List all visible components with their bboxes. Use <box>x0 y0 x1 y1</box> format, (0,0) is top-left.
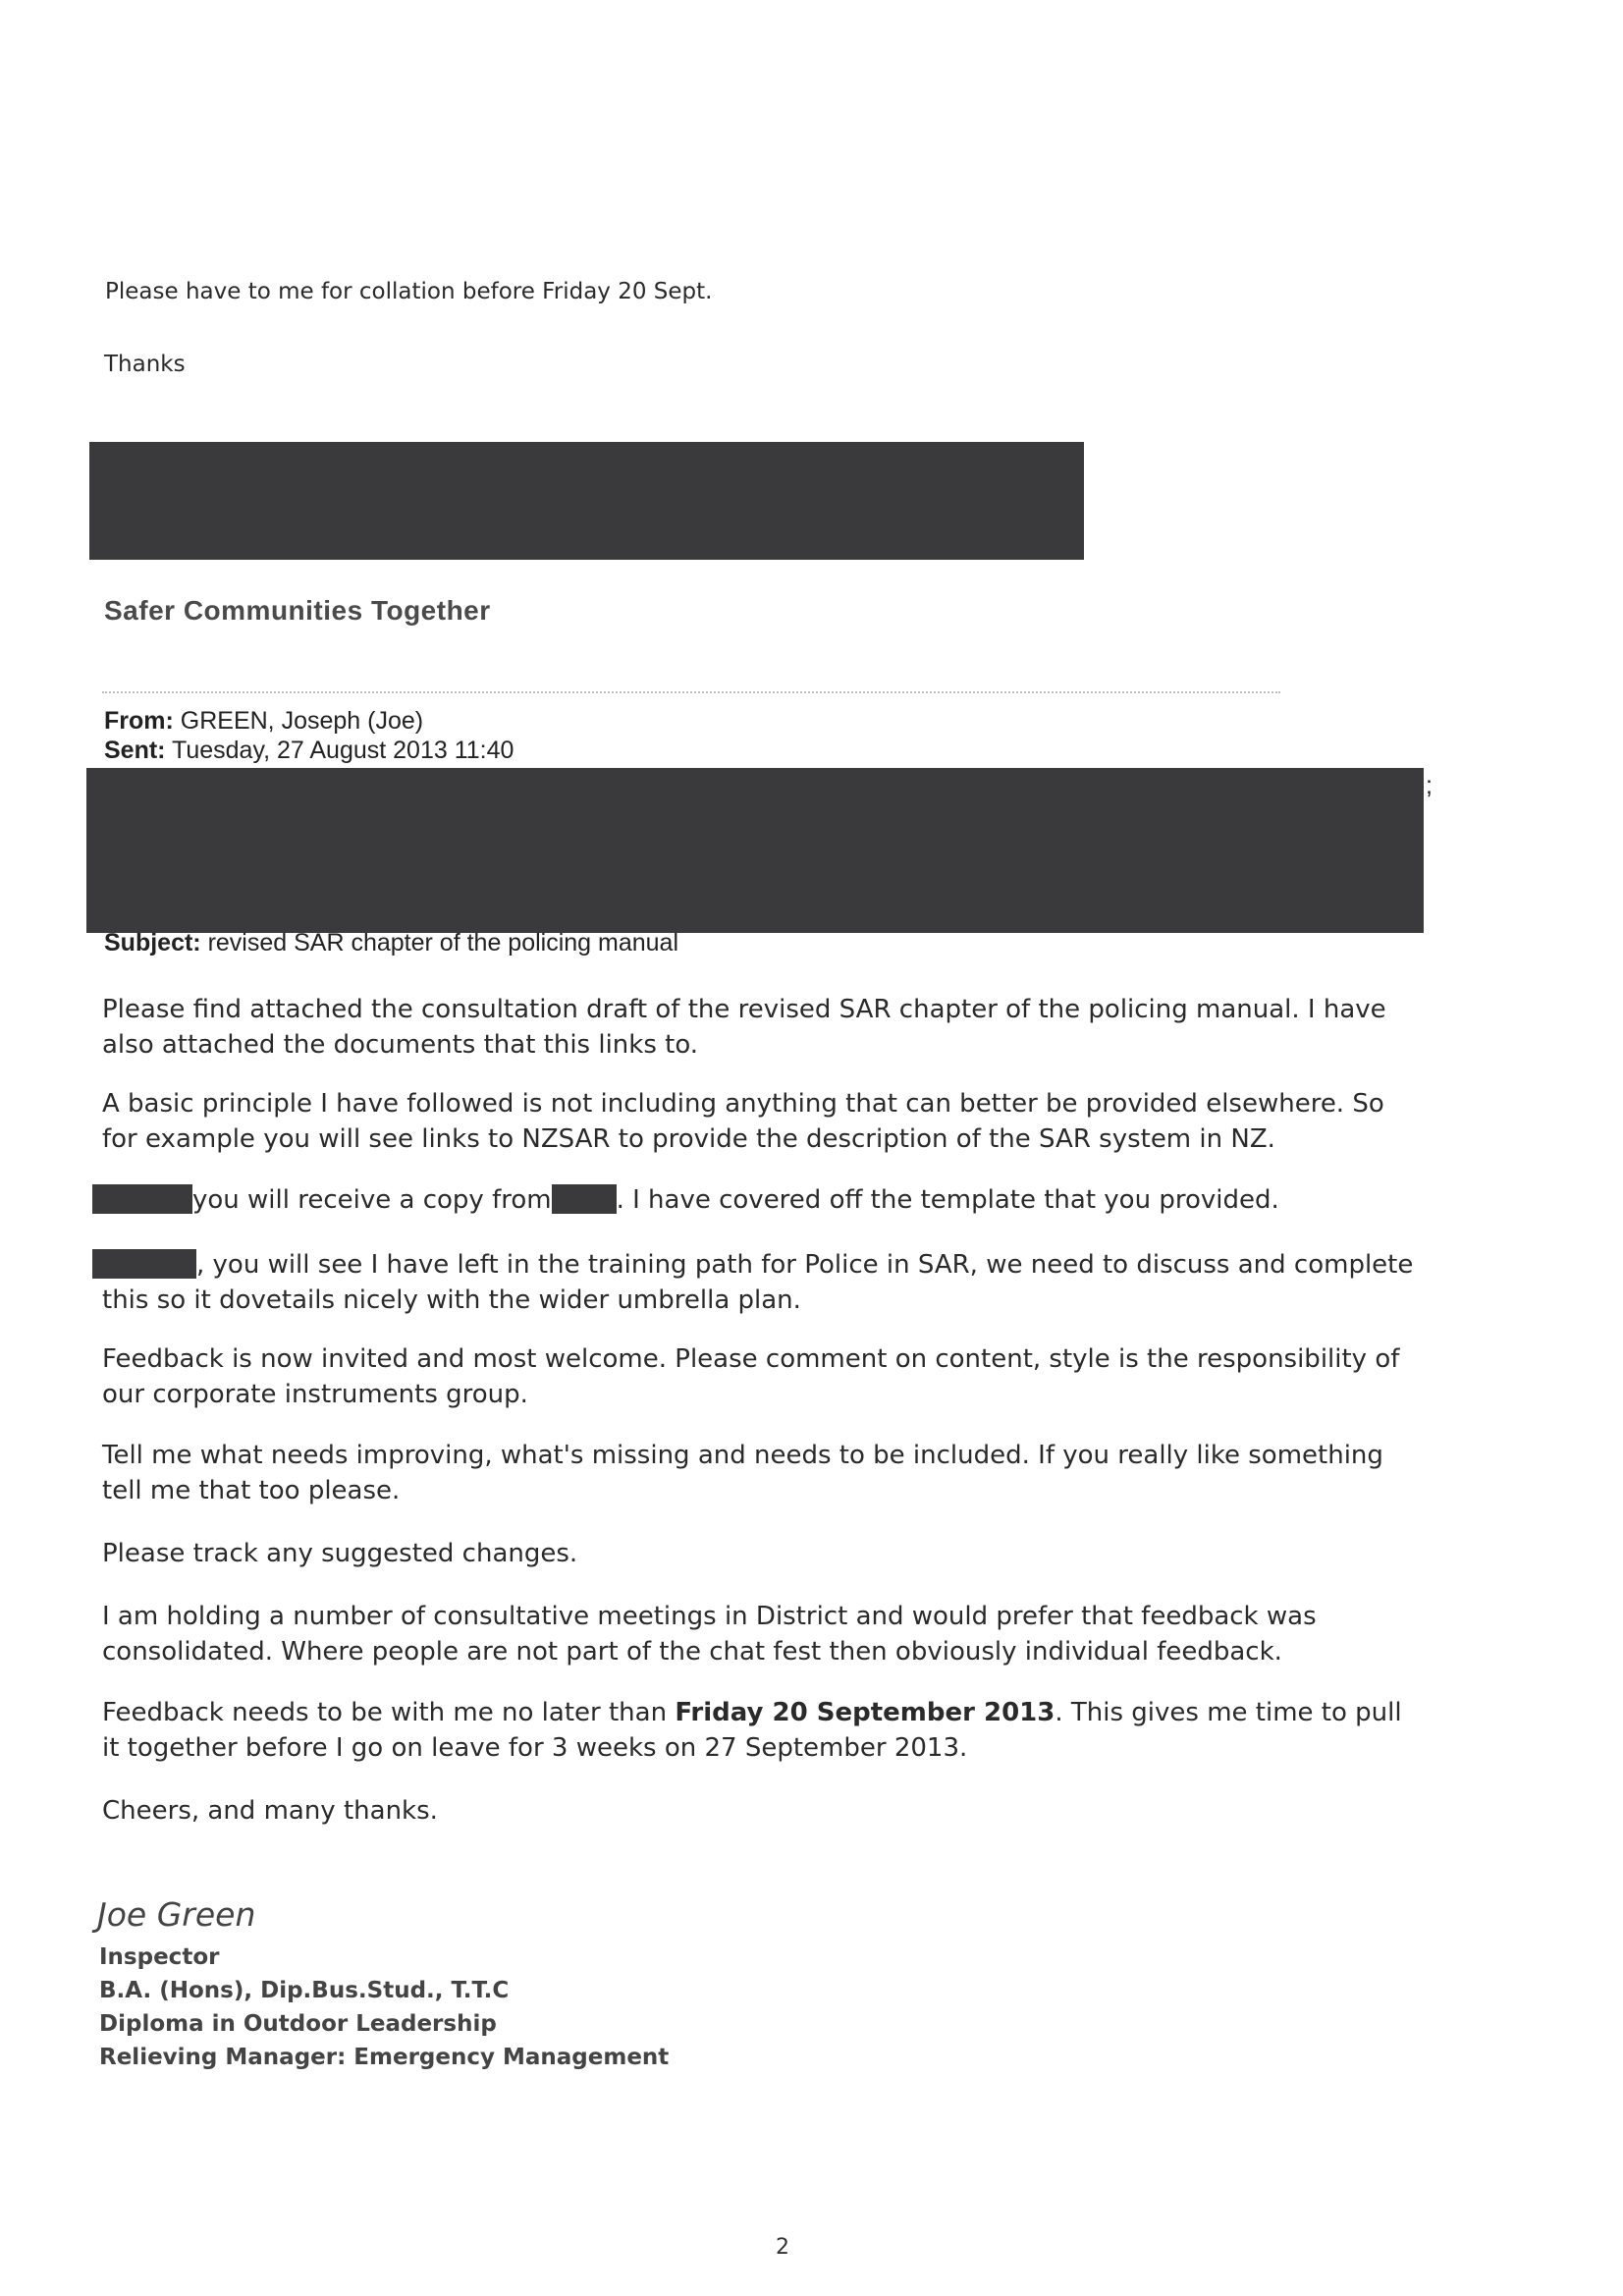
redaction-block-signature <box>89 442 1084 560</box>
from-label: From: <box>104 707 174 735</box>
subject-label: Subject: <box>104 929 201 957</box>
paragraph-line <box>92 1247 1413 1283</box>
paragraph-training <box>92 1247 1413 1318</box>
paragraph-line: it together before I go on leave for 3 weeks on 27 September 2013. <box>102 1733 968 1763</box>
divider <box>102 691 1280 693</box>
redaction-inline-name <box>92 1184 192 1214</box>
paragraph-text: Feedback needs to be with me no later than <box>102 1698 676 1727</box>
sent-line <box>104 737 514 765</box>
paragraph-line: Please find attached the consultation draft of the revised SAR chapter of the policing manual. I have <box>102 995 1386 1024</box>
paragraph-copy <box>92 1182 1279 1218</box>
tagline: Safer Communities Together <box>104 595 491 626</box>
signature-diploma: Diploma in Outdoor Leadership <box>99 2011 497 2037</box>
paragraph-deadline <box>102 1695 1402 1766</box>
paragraph-line: tell me that too please. <box>102 1476 401 1505</box>
paragraph-text: . This gives me time to pull <box>1055 1698 1402 1727</box>
paragraph-improving <box>102 1438 1383 1508</box>
subject-line <box>104 929 678 957</box>
paragraph-text: . I have covered off the template that you provided. <box>616 1185 1279 1215</box>
paragraph-meetings <box>102 1599 1317 1669</box>
signature-block <box>99 1941 669 2074</box>
paragraph-line: this so it dovetails nicely with the wider umbrella plan. <box>102 1285 801 1315</box>
thanks-line: Thanks <box>104 352 186 377</box>
paragraph-track-changes: Please track any suggested changes. <box>102 1539 578 1568</box>
intro-line: Please have to me for collation before Friday 20 Sept. <box>105 279 713 304</box>
signature-qualifications: B.A. (Hons), Dip.Bus.Stud., T.T.C <box>99 1978 510 2003</box>
redaction-block-recipients <box>86 768 1424 933</box>
paragraph-line <box>102 1695 1402 1730</box>
paragraph-principle <box>102 1086 1384 1157</box>
paragraph-cheers: Cheers, and many thanks. <box>102 1796 438 1826</box>
paragraph-text: , you will see I have left in the training path for Police in SAR, we need to discuss and complete <box>196 1250 1414 1280</box>
paragraph-line: I am holding a number of consultative meetings in District and would prefer that feedback was <box>102 1602 1317 1631</box>
subject-value: revised SAR chapter of the policing manual <box>207 929 679 957</box>
from-line <box>104 707 423 736</box>
paragraph-text: you will receive a copy from <box>192 1185 552 1215</box>
signature-title: Inspector <box>99 1944 220 1970</box>
paragraph-line: Feedback is now invited and most welcome. Please comment on content, style is the responsibility of <box>102 1344 1400 1374</box>
signature-name: Joe Green <box>97 1895 256 1934</box>
paragraph-line: our corporate instruments group. <box>102 1380 528 1409</box>
paragraph-feedback-invite <box>102 1341 1399 1412</box>
sent-label: Sent: <box>104 737 166 764</box>
to-trailing-semicolon: ; <box>1426 772 1433 799</box>
from-value: GREEN, Joseph (Joe) <box>180 707 424 735</box>
deadline-date: Friday 20 September 2013 <box>675 1698 1055 1727</box>
sent-value: Tuesday, 27 August 2013 11:40 <box>172 737 514 764</box>
redaction-inline-name <box>552 1184 617 1214</box>
paragraph-attachment <box>102 992 1386 1063</box>
paragraph-line: also attached the documents that this links to. <box>102 1030 699 1060</box>
paragraph-line: consolidated. Where people are not part of the chat fest then obviously individual feedback. <box>102 1637 1282 1667</box>
redaction-inline-name <box>92 1249 196 1279</box>
paragraph-line: Tell me what needs improving, what's missing and needs to be included. If you really like something <box>102 1441 1383 1470</box>
signature-role: Relieving Manager: Emergency Management <box>99 2045 670 2070</box>
page-number: 2 <box>776 2235 789 2260</box>
paragraph-line: for example you will see links to NZSAR to provide the description of the SAR system in NZ. <box>102 1124 1275 1154</box>
paragraph-line: A basic principle I have followed is not including anything that can better be provided elsewhere. So <box>102 1089 1384 1119</box>
